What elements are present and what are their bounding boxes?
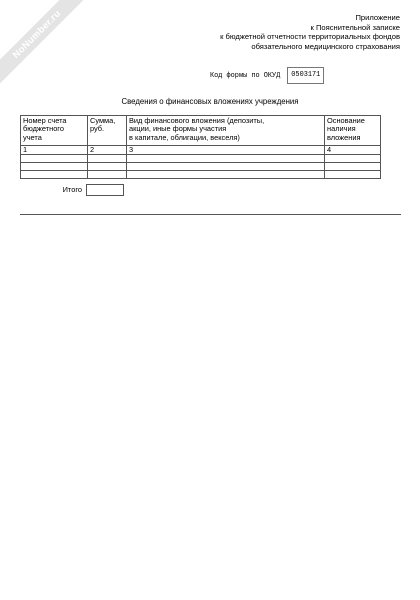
divider — [20, 214, 401, 215]
appendix-line: к Пояснительной записке — [310, 22, 400, 32]
header-line: руб. — [90, 124, 105, 134]
header-line: наличия — [327, 124, 356, 134]
document-title: Сведения о финансовых вложениях учреждения — [121, 97, 299, 106]
watermark-ribbon: NoNumber.ru — [0, 0, 96, 94]
total-value-box — [86, 184, 124, 196]
header-amount — [88, 116, 127, 146]
header-investment-type — [127, 116, 325, 146]
appendix-line: к бюджетной отчетности территориальных фондов — [220, 32, 400, 42]
table-cell — [127, 155, 325, 163]
table-cell — [21, 163, 88, 171]
appendix-line: обязательного медицинского страхования — [251, 41, 400, 51]
column-number-row — [21, 146, 381, 155]
table-cell — [127, 163, 325, 171]
appendix-line: Приложение — [355, 13, 400, 22]
table-cell — [127, 171, 325, 179]
table-cell — [21, 155, 88, 163]
total-row — [20, 184, 124, 196]
header-account-number — [21, 116, 88, 146]
column-number: 1 — [21, 146, 88, 155]
column-number: 3 — [127, 146, 325, 155]
header-line: Номер счета — [23, 116, 67, 125]
table-cell — [21, 171, 88, 179]
header-line: Основание — [327, 116, 365, 125]
form-code — [210, 67, 324, 84]
header-line: в капитале, облигации, векселя) — [129, 132, 240, 142]
table-header-row — [21, 116, 381, 146]
appendix-note — [220, 13, 400, 51]
total-label: Итого — [62, 185, 82, 194]
investments-table — [20, 115, 381, 179]
form-code-value: 0503171 — [287, 67, 324, 84]
header-line: учета — [23, 132, 42, 142]
table-cell — [325, 171, 381, 179]
table-cell — [325, 163, 381, 171]
header-line: бюджетного — [23, 124, 64, 134]
column-number: 2 — [88, 146, 127, 155]
table-cell — [88, 171, 127, 179]
header-basis — [325, 116, 381, 146]
table-cell — [88, 163, 127, 171]
form-code-label: Код формы по ОКУД — [210, 71, 281, 80]
header-line: Сумма, — [90, 116, 116, 125]
table-cell — [325, 155, 381, 163]
table-row — [21, 171, 381, 179]
header-line: вложения — [327, 132, 361, 142]
header-line: акции, иные формы участия — [129, 124, 227, 134]
table-row — [21, 155, 381, 163]
table-cell — [88, 155, 127, 163]
column-number: 4 — [325, 146, 381, 155]
table-row — [21, 163, 381, 171]
header-line: Вид финансового вложения (депозиты, — [129, 116, 265, 125]
